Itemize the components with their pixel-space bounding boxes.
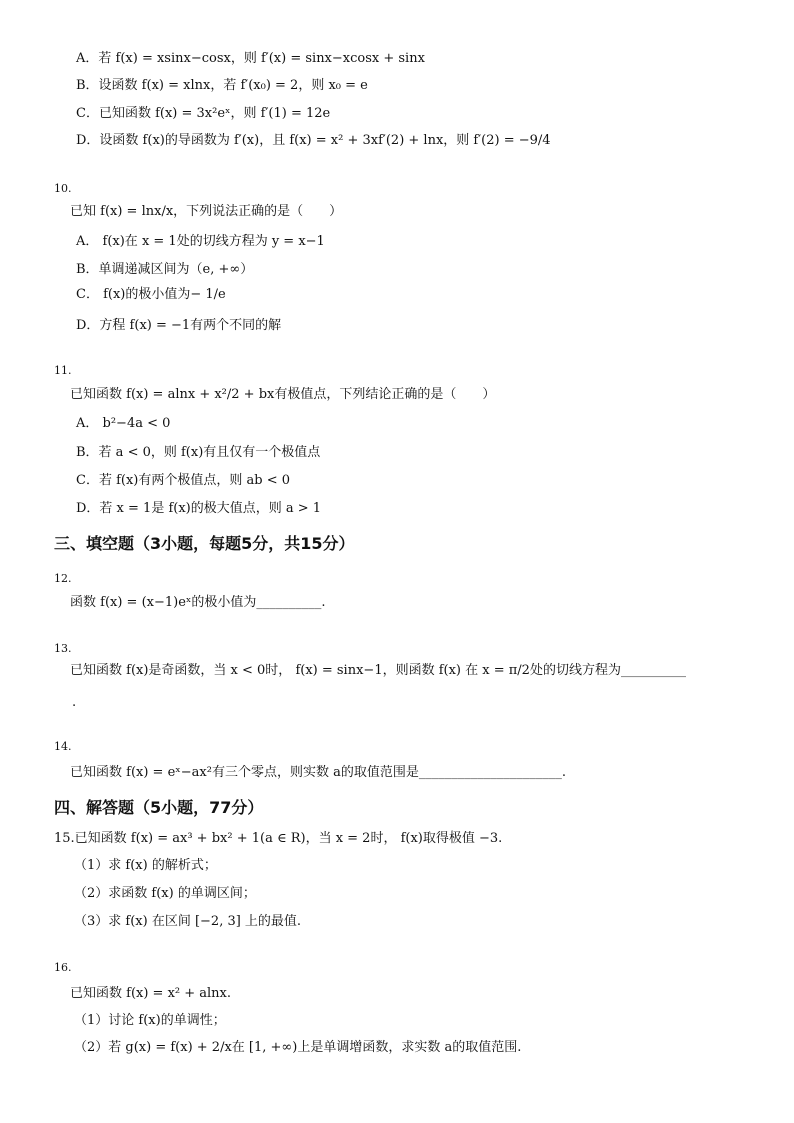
option-a: A． b²−4a < 0 (76, 416, 171, 431)
question-part: （1）讨论 f(x)的单调性； (74, 1013, 226, 1028)
question-stem: 已知函数 f(x) = eˣ−ax²有三个零点，则实数 a的取值范围是______________________. (70, 765, 566, 780)
question-stem: 已知函数 f(x)是奇函数，当 x < 0时， f(x) = sinx−1，则函数 f(x) 在 x = π/2处的切线方程为__________ (70, 663, 686, 678)
option-a: A． f(x)在 x = 1处的切线方程为 y = x−1 (76, 234, 325, 249)
section-heading-solve: 四、解答题（5小题，77分） (54, 798, 264, 817)
question-number: 12. (54, 572, 72, 585)
option-c: C． f(x)的极小值为− 1/e (76, 287, 226, 302)
section-heading-fill-in: 三、填空题（3小题，每题5分，共15分） (54, 534, 355, 553)
question-number: 13. (54, 642, 72, 655)
option-d: D．若 x = 1是 f(x)的极大值点，则 a > 1 (76, 501, 322, 516)
option-c: C．若 f(x)有两个极值点，则 ab < 0 (76, 473, 290, 488)
option-d: D．方程 f(x) = −1有两个不同的解 (76, 318, 282, 333)
question-stem: 15.已知函数 f(x) = ax³ + bx² + 1(a ∈ R)，当 x = 2时， f(x)取得极值 −3. (54, 831, 503, 846)
option-a: A．若 f(x) = xsinx−cosx，则 f′(x) = sinx−xcosx + sinx (76, 51, 425, 66)
question-number: 14. (54, 740, 72, 753)
option-d: D．设函数 f(x)的导函数为 f′(x)，且 f(x) = x² + 3xf′(2) + lnx，则 f′(2) = −9/4 (76, 133, 551, 148)
option-c: C．已知函数 f(x) = 3x²eˣ，则 f′(1) = 12e (76, 106, 331, 121)
question-number: 16. (54, 961, 72, 974)
question-number: 10. (54, 182, 72, 195)
question-stem: 已知 f(x) = lnx/x，下列说法正确的是（ ） (70, 204, 343, 219)
question-stem: 函数 f(x) = (x−1)eˣ的极小值为__________. (70, 595, 326, 610)
option-b: B．单调递减区间为（e, +∞） (76, 262, 254, 277)
option-b: B．若 a < 0，则 f(x)有且仅有一个极值点 (76, 445, 321, 460)
question-part: （1）求 f(x) 的解析式； (74, 858, 217, 873)
option-b: B．设函数 f(x) = xlnx，若 f′(x₀) = 2，则 x₀ = e (76, 78, 368, 93)
question-stem: 已知函数 f(x) = x² + alnx. (70, 986, 232, 1001)
question-part: （2）若 g(x) = f(x) + 2/x在 [1, +∞)上是单调增函数，求实数 a的取值范围. (74, 1040, 522, 1055)
question-part: （3）求 f(x) 在区间 [−2, 3] 上的最值. (74, 914, 302, 929)
question-part: （2）求函数 f(x) 的单调区间； (74, 886, 256, 901)
question-stem-tail: . (72, 695, 77, 710)
question-number: 11. (54, 364, 72, 377)
question-stem: 已知函数 f(x) = alnx + x²/2 + bx有极值点，下列结论正确的是（ ） (70, 387, 496, 402)
